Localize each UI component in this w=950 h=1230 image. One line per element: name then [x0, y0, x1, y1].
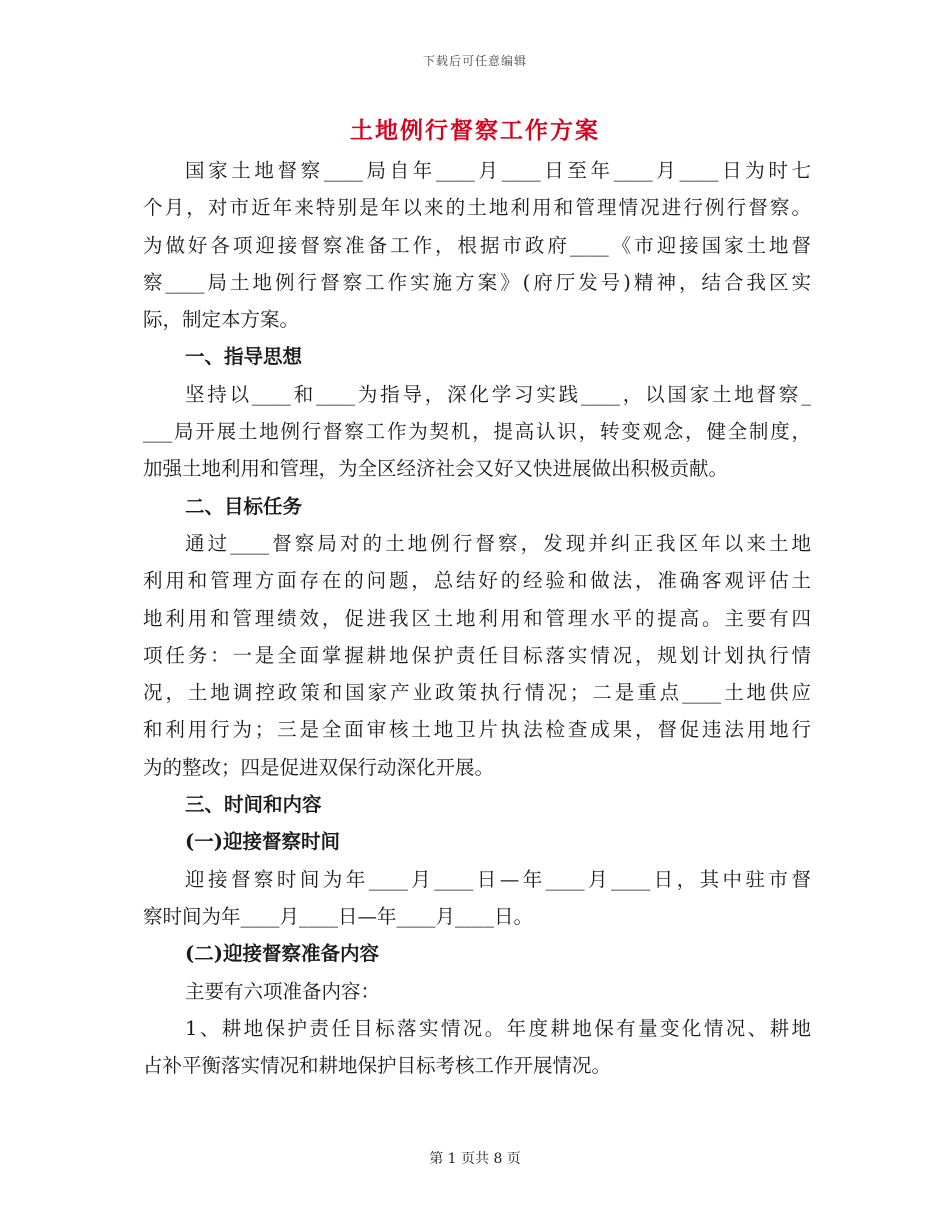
section-heading: 三、时间和内容	[185, 793, 322, 817]
body-text-line: 个月，对市近年来特别是年以来的土地利用和管理情况进行例行督察。	[143, 196, 811, 220]
body-text-line: 利用和管理方面存在的问题，总结好的经验和做法，准确客观评估土	[143, 569, 811, 593]
body-text-line: 察____局土地例行督察工作实施方案》(府厅发号)精神，结合我区实	[143, 270, 811, 294]
body-text-line: 加强土地利用和管理，为全区经济社会又好又快进展做出积极贡献。	[143, 457, 729, 481]
document-body	[143, 152, 811, 1084]
body-text-line: 地利用和管理绩效，促进我区土地利用和管理水平的提高。主要有四	[143, 606, 811, 630]
section-heading: (二)迎接督察准备内容	[185, 942, 379, 966]
section-heading: (一)迎接督察时间	[185, 830, 340, 854]
section-heading: 一、指导思想	[185, 345, 303, 369]
section-heading: 二、目标任务	[185, 494, 303, 518]
body-text-line: 坚持以____和____为指导，深化学习实践____，以国家土地督察_	[185, 382, 811, 406]
body-text-line: 为做好各项迎接督察准备工作，根据市政府____《市迎接国家土地督	[143, 233, 811, 257]
body-text-line: 1、耕地保护责任目标落实情况。年度耕地保有量变化情况、耕地	[185, 1016, 811, 1040]
body-text-line: ___局开展土地例行督察工作为契机，提高认识，转变观念，健全制度，	[143, 420, 811, 444]
page-footer: 第 1 页共 8 页	[429, 1151, 521, 1167]
page-header: 下载后可任意编辑	[422, 54, 527, 68]
body-text-line: 通过____督察局对的土地例行督察，发现并纠正我区年以来土地	[185, 531, 811, 555]
body-text-line: 际，制定本方案。	[143, 308, 300, 332]
body-text-line: 占补平衡落实情况和耕地保护目标考核工作开展情况。	[143, 1054, 612, 1078]
body-text-line: 迎接督察时间为年____月____日—年____月____日，其中驻市督	[185, 867, 811, 891]
body-text-line: 和利用行为；三是全面审核土地卫片执法检查成果，督促违法用地行	[143, 718, 811, 742]
body-text-line: 项任务：一是全面掌握耕地保护责任目标落实情况，规划计划执行情	[143, 643, 811, 667]
body-text-line: 国家土地督察____局自年____月____日至年____月____日为时七	[185, 159, 811, 182]
body-text-line: 况，土地调控政策和国家产业政策执行情况；二是重点____土地供应	[143, 681, 811, 705]
document-title: 土地例行督察工作方案	[350, 117, 600, 144]
body-text-line: 为的整改；四是促进双保行动深化开展。	[143, 755, 495, 779]
body-text-line: 察时间为年____月____日—年____月____日。	[143, 904, 534, 928]
body-text-line: 主要有六项准备内容：	[185, 979, 381, 1003]
